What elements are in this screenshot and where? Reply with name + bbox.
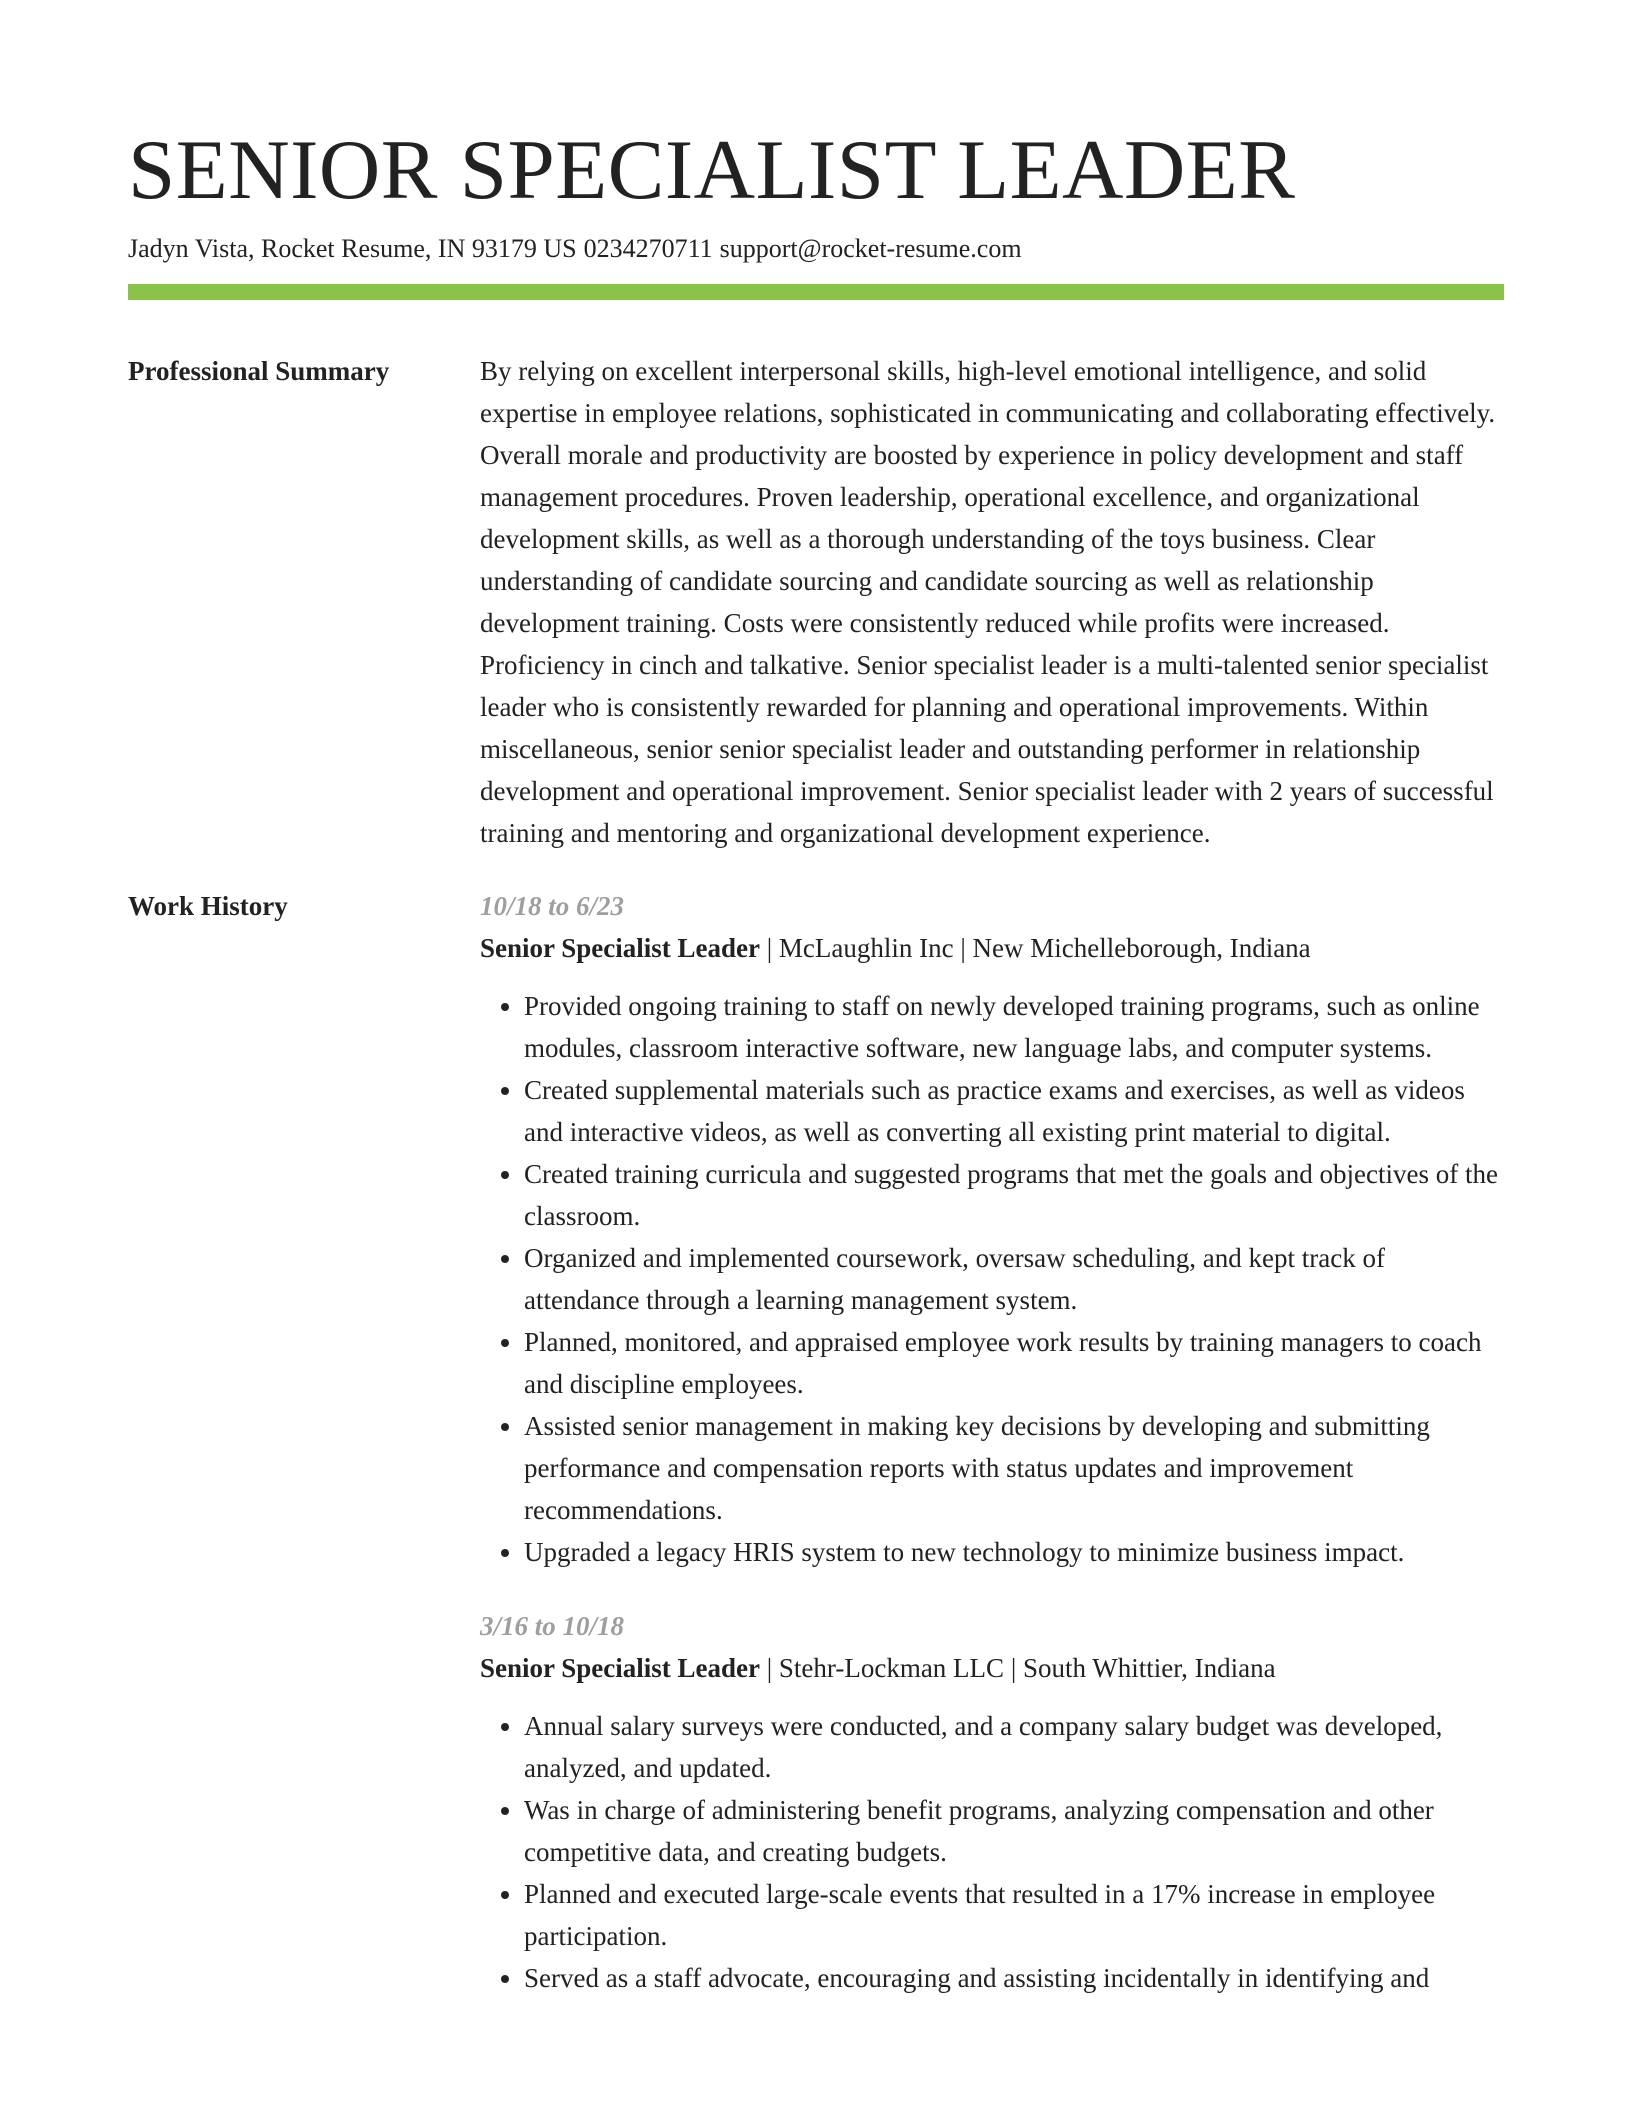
separator: | [760, 933, 779, 963]
resume-name: SENIOR SPECIALIST LEADER [128, 123, 1296, 217]
job-bullet: • Provided ongoing training to staff on newly developed training programs, such as online modules, classroom interactive software, new language labs, and computer systems. [524, 985, 1504, 1069]
separator: | [760, 1653, 779, 1683]
job-bullet: • Organized and implemented coursework, oversaw scheduling, and kept track of attendance through a learning management system. [524, 1237, 1504, 1321]
job-bullet: • Served as a staff advocate, encouraging and assisting incidentally in identifying and [524, 1957, 1504, 1999]
job-dates: 3/16 to 10/18 [480, 1611, 625, 1641]
job-bullet: • Created supplemental materials such as practice exams and exercises, as well as videos and interactive videos, as well as converting all existing print material to digital. [524, 1069, 1504, 1153]
job-bullet: • Upgraded a legacy HRIS system to new technology to minimize business impact. [524, 1531, 1504, 1573]
job-dates: 10/18 to 6/23 [480, 891, 625, 921]
job-title-line [480, 1647, 1504, 1689]
job-title-line [480, 927, 1504, 969]
job-bullet: • Assisted senior management in making key decisions by developing and submitting performance and compensation reports with status updates and improvement recommendations. [524, 1405, 1504, 1531]
contact-phone: 0234270711 [583, 234, 713, 263]
job-bullet: • Planned and executed large-scale events that resulted in a 17% increase in employee participation. [524, 1873, 1504, 1957]
summary-text: By relying on excellent interpersonal skills, high-level emotional intelligence, and solid expertise in employee relations, sophisticated in communicating and collaborating effectively. Overall morale and productivity are boosted by experience in policy development and staff management procedures. Proven leadership, operational excellence, and organizational development skills, as well as a thorough understanding of the toys business. Clear understanding of candidate sourcing and candidate sourcing as well as relationship development training. Costs were consistently reduced while profits were increased. Proficiency in cinch and talkative. Senior specialist leader is a multi-talented senior specialist leader who is consistently rewarded for planning and operational improvements. Within miscellaneous, senior senior specialist leader and outstanding performer in relationship development and operational improvement. Senior specialist leader with 2 years of successful training and mentoring and organizational development experience. [480, 356, 1496, 848]
job-bullet: • Created training curricula and suggested programs that met the goals and objectives of the classroom. [524, 1153, 1504, 1237]
job-role: Senior Specialist Leader [480, 933, 760, 963]
job-entry [480, 885, 1504, 1573]
job-bullet: • Was in charge of administering benefit programs, analyzing compensation and other competitive data, and creating budgets. [524, 1789, 1504, 1873]
work-history-heading: Work History [128, 891, 288, 921]
job-bullet-list [480, 985, 1504, 1573]
job-company: Stehr-Lockman LLC [778, 1653, 1005, 1683]
accent-divider [128, 284, 1504, 300]
work-history-section [128, 885, 1504, 1999]
job-bullet: • Annual salary surveys were conducted, and a company salary budget was developed, analyzed, and updated. [524, 1705, 1504, 1789]
work-history-list [480, 885, 1504, 1999]
job-company: McLaughlin Inc [778, 933, 954, 963]
summary-section [128, 350, 1504, 854]
job-role: Senior Specialist Leader [480, 1653, 760, 1683]
separator: | [1004, 1653, 1023, 1683]
separator: | [953, 933, 973, 963]
job-bullet: • Planned, monitored, and appraised employee work results by training managers to coach and discipline employees. [524, 1321, 1504, 1405]
job-bullet-list [480, 1705, 1504, 1999]
summary-heading: Professional Summary [128, 356, 390, 386]
contact-address: Jadyn Vista, Rocket Resume, IN 93179 US [128, 234, 577, 263]
job-location: South Whittier, Indiana [1022, 1653, 1276, 1683]
resume-page [128, 120, 1504, 1999]
contact-line [128, 232, 1504, 266]
job-location: New Michelleborough, Indiana [972, 933, 1311, 963]
job-entry [480, 1605, 1504, 1999]
contact-email: support@rocket-resume.com [719, 234, 1022, 263]
